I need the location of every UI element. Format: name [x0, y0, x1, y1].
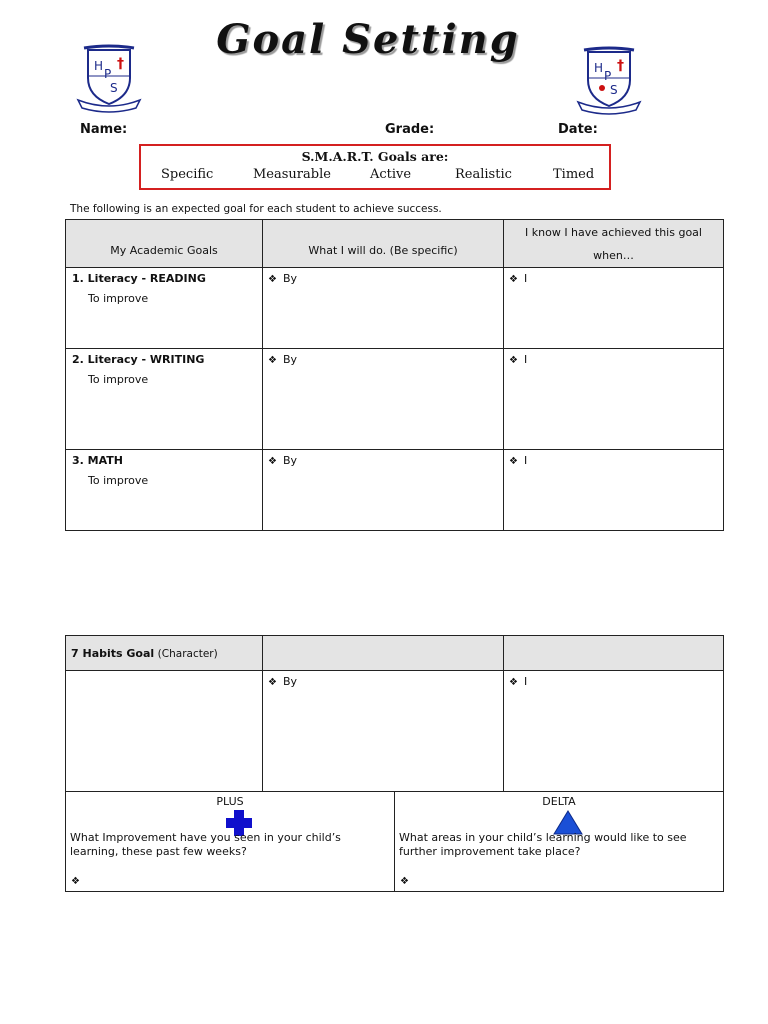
smart-item-active: Active	[370, 167, 412, 182]
crest-letter-s: S	[110, 81, 118, 95]
crest-letter-s: S	[610, 83, 618, 97]
smart-title: S.M.A.R.T. Goals are:	[301, 149, 449, 164]
page-title: Goal Setting	[216, 16, 520, 63]
date-field-label: Date:	[558, 122, 598, 137]
goal-cell	[66, 349, 263, 450]
plan-cell[interactable]	[263, 268, 504, 349]
goal-subtext: To improve	[88, 292, 149, 305]
habits-goal-table	[65, 635, 724, 792]
achieved-prompt: I	[523, 675, 528, 688]
goal-title: 1. Literacy - READING	[72, 272, 206, 285]
plan-prompt: By	[282, 353, 298, 366]
table-header-row	[66, 220, 724, 268]
header-what-i-will-do: What I will do. (Be specific)	[263, 220, 504, 268]
goal-title: 3. MATH	[72, 454, 123, 467]
achieved-prompt: I	[523, 353, 528, 366]
name-field-label: Name:	[80, 122, 128, 137]
bullet-icon: ❖	[268, 456, 277, 467]
plus-question: What Improvement have you seen in your child’s learning, these past few weeks?	[70, 831, 341, 858]
bullet-icon: ❖	[509, 355, 518, 366]
intro-text: The following is an expected goal for each student to achieve success.	[70, 203, 442, 215]
plan-cell[interactable]	[263, 349, 504, 450]
crest-cross: †	[117, 56, 124, 72]
smart-item-realistic: Realistic	[455, 167, 512, 182]
grade-field-label: Grade:	[385, 122, 435, 137]
crest-letter-h: H	[94, 59, 104, 73]
plus-delta-row	[66, 792, 724, 892]
habits-goal-cell[interactable]	[66, 671, 263, 792]
header-academic-goals: My Academic Goals	[66, 220, 263, 268]
plus-cell[interactable]	[66, 792, 395, 892]
achieved-prompt: I	[523, 272, 528, 285]
smart-item-timed: Timed	[553, 167, 595, 182]
bullet-icon: ❖	[71, 876, 80, 887]
habits-header-row	[66, 636, 724, 671]
achieved-cell[interactable]	[504, 349, 724, 450]
crest-cross: †	[617, 58, 624, 74]
school-crest-logo-right	[576, 44, 642, 116]
plus-delta-table	[65, 791, 724, 892]
goal-cell	[66, 268, 263, 349]
habits-title-cell	[66, 636, 263, 671]
smart-item-measurable: Measurable	[253, 167, 331, 182]
plan-prompt: By	[282, 675, 298, 688]
bullet-icon: ❖	[509, 274, 518, 285]
delta-label: DELTA	[542, 795, 576, 808]
plan-prompt: By	[282, 272, 298, 285]
habits-title: 7 Habits Goal	[71, 646, 155, 660]
bullet-icon: ❖	[268, 274, 277, 285]
habits-header-blank	[504, 636, 724, 671]
academic-goals-table	[65, 219, 724, 531]
habits-header-blank	[263, 636, 504, 671]
plan-cell[interactable]	[263, 450, 504, 531]
smart-item-specific: Specific	[161, 167, 214, 182]
achieved-cell[interactable]	[504, 671, 724, 792]
bullet-icon: ❖	[400, 876, 409, 887]
header-achieved-when: I know I have achieved this goal when…	[504, 220, 724, 268]
goal-subtext: To improve	[88, 474, 149, 487]
table-row	[66, 268, 724, 349]
achieved-cell[interactable]	[504, 450, 724, 531]
plus-label: PLUS	[216, 795, 244, 808]
table-row	[66, 349, 724, 450]
achieved-prompt: I	[523, 454, 528, 467]
table-row	[66, 671, 724, 792]
crest-letter-p: P	[104, 67, 112, 81]
school-crest-logo-left	[76, 42, 142, 114]
plan-prompt: By	[282, 454, 298, 467]
achieved-cell[interactable]	[504, 268, 724, 349]
goal-subtext: To improve	[88, 373, 149, 386]
crest-letter-h: H	[594, 61, 604, 75]
plan-cell[interactable]	[263, 671, 504, 792]
table-row	[66, 450, 724, 531]
bullet-icon: ❖	[509, 677, 518, 688]
habits-subtitle: (Character)	[157, 647, 218, 660]
bullet-icon: ❖	[268, 677, 277, 688]
bullet-icon: ❖	[509, 456, 518, 467]
smart-goals-box	[139, 144, 611, 190]
crest-letter-p: P	[604, 69, 612, 83]
goal-title: 2. Literacy - WRITING	[72, 353, 205, 366]
delta-cell[interactable]	[395, 792, 724, 892]
delta-question: What areas in your child’s learning would like to see further improvement take place?	[399, 831, 687, 858]
goal-cell	[66, 450, 263, 531]
bullet-icon: ❖	[268, 355, 277, 366]
